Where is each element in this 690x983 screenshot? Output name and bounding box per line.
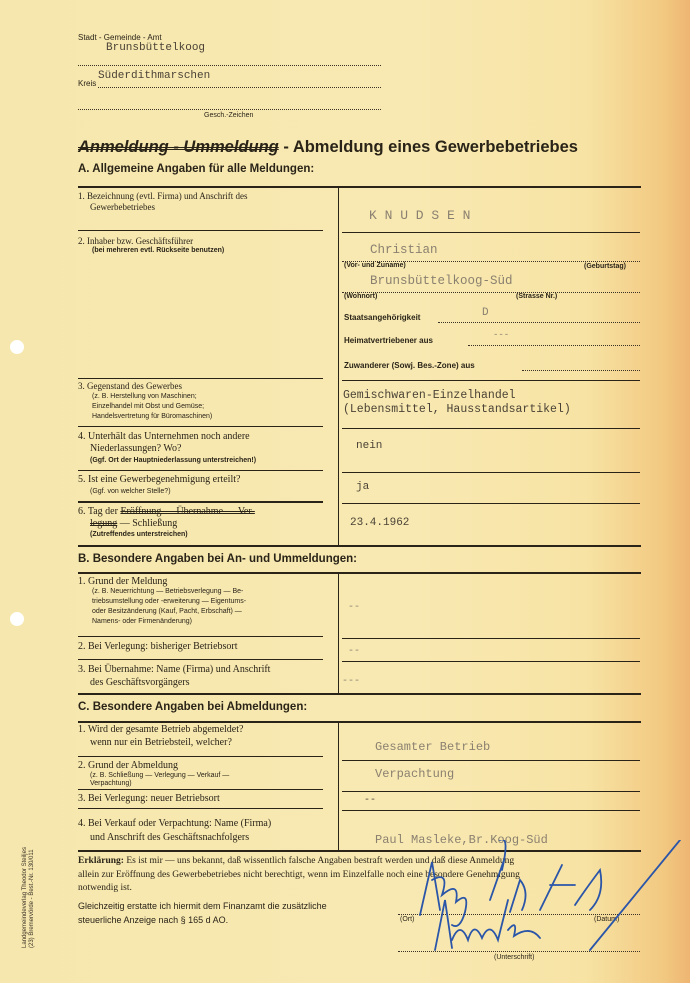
kreis-value: Süderdithmarschen (98, 70, 211, 82)
divider (78, 426, 323, 427)
divider (78, 789, 323, 790)
c2-value: Verpachtung (375, 767, 455, 781)
place-label: (Ort) (400, 916, 415, 923)
a4-value: nein (356, 440, 383, 452)
c4-label2: und Anschrift des Geschäftsnachfolgers (90, 832, 250, 843)
c2-hint1: (z. B. Schließung — Verlegung — Verkauf — (90, 772, 230, 779)
c4-label: 4. Bei Verkauf oder Verpachtung: Name (Firma) (78, 818, 272, 829)
a4-label2: Niederlassungen? Wo? (90, 443, 182, 454)
b2-value: -- (348, 646, 361, 657)
a3-hint3: Handelsvertretung für Büromaschinen) (92, 413, 213, 420)
punch-hole (10, 340, 24, 354)
b3-label: 3. Bei Übernahme: Name (Firma) und Anschrift (78, 664, 271, 675)
divider (342, 760, 640, 761)
divider (78, 659, 323, 660)
a3-hint2: Einzelhandel mit Obst und Gemüse; (92, 403, 205, 410)
a3-hint1: (z. B. Herstellung von Maschinen; (92, 393, 197, 400)
immigrant-label: Zuwanderer (Sowj. Bes.-Zone) aus (344, 361, 475, 370)
dotted-line (342, 292, 640, 293)
divider (78, 186, 641, 188)
dotted-line (468, 345, 640, 346)
handwritten-signature (390, 840, 690, 965)
nationality-value: D (482, 307, 489, 319)
a1-value: K N U D S E N (369, 208, 471, 223)
a5-hint: (Ggf. von welcher Stelle?) (90, 488, 171, 495)
kreis-label: Kreis (78, 79, 97, 88)
c1-label: 1. Wird der gesamte Betrieb abgemeldet? (78, 724, 244, 735)
divider (342, 810, 640, 811)
tax-line1: Gleichzeitig erstatte ich hiermit dem Finanzamt die zusätzliche (78, 901, 327, 911)
c2-label: 2. Grund der Abmeldung (78, 760, 178, 771)
tax-line2: steuerliche Anzeige nach § 165 d AO. (78, 915, 229, 925)
column-divider (338, 721, 339, 851)
a6-hint: (Zutreffendes unterstreichen) (90, 531, 188, 538)
divider (342, 232, 640, 233)
page-title (78, 138, 578, 157)
divider (342, 472, 640, 473)
c2-hint2: Verpachtung) (90, 780, 132, 787)
a3-value2: (Lebensmittel, Hausstandsartikel) (343, 403, 571, 416)
c1-value: Gesamter Betrieb (375, 740, 491, 754)
owner-name: Christian (370, 243, 438, 257)
nationality-label: Staatsangehörigkeit (344, 313, 421, 322)
a1-label: 1. Bezeichnung (evtl. Firma) und Anschrift des (78, 191, 248, 201)
divider (78, 470, 323, 471)
residence-label: (Wohnort) (344, 293, 378, 300)
expellee-label: Heimatvertriebener aus (344, 336, 433, 345)
name-label: (Vor- und Zuname) (344, 262, 406, 269)
a6-value: 23.4.1962 (350, 517, 410, 529)
residence-value: Brunsbüttelkoog-Süd (370, 274, 513, 288)
c4-value: Paul Masleke,Br.Koog-Süd (375, 833, 548, 847)
divider (78, 378, 323, 379)
a4-hint: (Ggf. Ort der Hauptniederlassung unterstreichen!) (90, 457, 257, 464)
divider (78, 721, 641, 723)
dotted-line (522, 370, 640, 371)
column-divider (338, 186, 339, 546)
divider (78, 693, 641, 695)
a2-hint: (bei mehreren evtl. Rückseite benutzen) (92, 247, 225, 254)
a2-label: 2. Inhaber bzw. Geschäftsführer (78, 236, 194, 246)
b1-value: -- (348, 602, 361, 613)
section-a-heading: A. Allgemeine Angaben für alle Meldungen: (78, 163, 315, 175)
declaration-line3: notwendig ist. (78, 883, 132, 893)
column-divider (338, 572, 339, 694)
b1-hint2: triebsumstellung oder -erweiterung — Eigentums- (92, 598, 247, 605)
c3-value: -- (364, 795, 377, 806)
divider (342, 380, 640, 381)
dotted-line (78, 65, 381, 66)
c3-label: 3. Bei Verlegung: neuer Betriebsort (78, 793, 220, 804)
divider (78, 230, 323, 231)
date-label: (Datum) (594, 916, 620, 923)
b1-hint3: oder Besitzänderung (Kauf, Pacht, Erbschaft) — (92, 608, 242, 615)
expellee-value: --- (493, 330, 510, 340)
divider (342, 791, 640, 792)
a4-label: 4. Unterhält das Unternehmen noch andere (78, 431, 250, 442)
b3-label2: des Geschäftsvorgängers (90, 677, 190, 688)
divider (78, 501, 323, 503)
reference-label: Gesch.-Zeichen (204, 112, 254, 119)
dotted-line (78, 109, 381, 110)
b1-label: 1. Grund der Meldung (78, 576, 168, 587)
a5-label: 5. Ist eine Gewerbegenehmigung erteilt? (78, 474, 241, 485)
declaration-line2: allein zur Eröffnung des Gewerbebetriebes nicht berechtigt, wenn im Einzelfalle noch eine besondere Genehmigung (78, 870, 520, 880)
b3-value: --- (342, 676, 361, 687)
authority-value: Brunsbüttelkoog (106, 42, 206, 54)
punch-hole (10, 612, 24, 626)
divider (342, 503, 640, 504)
a5-value: ja (356, 481, 370, 493)
a3-value1: Gemischwaren-Einzelhandel (343, 389, 516, 402)
signature-label: (Unterschrift) (494, 954, 535, 961)
dotted-line (98, 87, 381, 88)
c1-label2: wenn nur ein Betriebsteil, welcher? (90, 737, 232, 748)
publisher-imprint: Landgemeindeverlag Theodor Steiljes (23) Bremervörde - Best.-Nr. 130/011 (22, 847, 35, 948)
section-c-heading: C. Besondere Angaben bei Abmeldungen: (78, 701, 308, 713)
dotted-line (438, 322, 640, 323)
divider (342, 661, 640, 662)
declaration-line1: Erklärung: Es ist mir — uns bekannt, daß wissentlich falsche Angaben bestraft werden und daß diese Anmeldung (78, 856, 515, 866)
street-label: (Strasse Nr.) (516, 293, 558, 300)
a6-label: 6. Tag der Eröffnung — Übernahme — Ver- (78, 506, 255, 517)
divider (78, 636, 323, 637)
b1-hint1: (z. B. Neuerrichtung — Betriebsverlegung — Be- (92, 588, 244, 595)
divider (78, 808, 323, 809)
divider (342, 428, 640, 429)
title-separator: - (278, 138, 293, 156)
a6-label2: legung — Schließung (90, 518, 178, 529)
divider (78, 572, 641, 574)
b2-label: 2. Bei Verlegung: bisheriger Betriebsort (78, 641, 238, 652)
title-active: Abmeldung eines Gewerbebetriebes (292, 138, 578, 156)
a3-label: 3. Gegenstand des Gewerbes (78, 381, 182, 391)
authority-label: Stadt - Gemeinde - Amt (78, 33, 162, 42)
section-b-heading: B. Besondere Angaben bei An- und Ummeldungen: (78, 553, 357, 565)
a1-label2: Gewerbebetriebes (90, 202, 155, 212)
title-struck: Anmeldung - Ummeldung (78, 138, 279, 156)
divider (78, 756, 323, 757)
divider (342, 638, 640, 639)
birthday-label: (Geburtstag) (584, 263, 626, 270)
divider (78, 545, 641, 547)
b1-hint4: Namens- oder Firmenänderung) (92, 618, 192, 625)
